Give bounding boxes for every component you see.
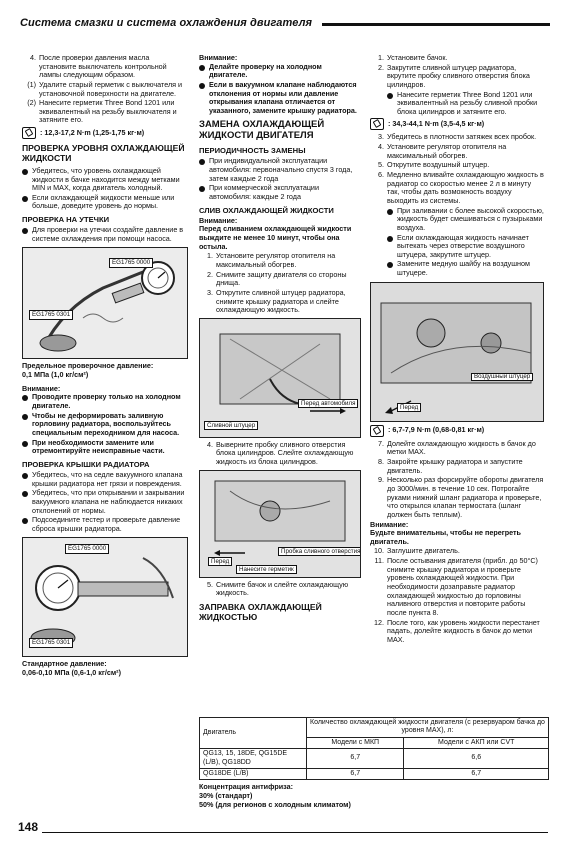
table-header-mt: Модели с МКП <box>307 737 404 748</box>
attention-label: Внимание: <box>22 383 61 393</box>
bullet-item: Подсоедините тестер и проверьте давление сброса крышки радиатора. <box>22 516 188 533</box>
bullet-item: При необходимости замените или отремонтируйте неисправные части. <box>22 439 188 456</box>
section-title-level: ПРОВЕРКА УРОВНЯ ОХЛАЖДАЮЩЕЙ ЖИДКОСТИ <box>22 143 185 163</box>
figure-pressure-tester <box>22 247 188 359</box>
step-item: 5. Снимите бачок и слейте охлаждающую жидкость. <box>207 579 349 598</box>
std-pressure-label: Стандартное давление: <box>22 659 107 669</box>
section-title-replace: ЗАМЕНА ОХЛАЖДАЮЩЕЙ ЖИДКОСТИ ДВИГАТЕЛЯ <box>199 119 325 142</box>
drain-warning: Перед сливанием охлаждающей жидкости выждите не менее 10 минут, чтобы она остыла. <box>199 224 352 251</box>
bullet-item: При коммерческой эксплуатации автомобиля: каждые 2 года <box>199 184 361 201</box>
figure-callout: Воздушный штуцер <box>471 373 533 381</box>
section-title-fill: ЗАПРАВКА ОХЛАЖДАЮЩЕЙ ЖИДКОСТЬЮ <box>199 602 322 622</box>
figure-block-drain <box>199 470 361 578</box>
step-item: 9. Несколько раз форсируйте обороты двигателя до 3000/мин. в течение 10 сек. Потрогайте руками нижний шланг радиатора и проверьте, что открылся клапан термостата (шланг должен быть теплым). <box>378 475 544 519</box>
step-item: 1. Установите бачок. <box>378 53 448 62</box>
table-header-at: Модели с АКП или CVT <box>404 737 549 748</box>
bullet-item: Убедитесь, что на седле вакуумного клапана крышки радиатора нет грязи и повреждения. <box>22 471 188 488</box>
step-item: 11. После остывания двигателя (прибл. до 50°С) снимите крышку радиатора и проверьте уровень охлаждающей жидкости. При необходимости дозаправьте радиатор охлаждающей жидкостью до горловины наливного отверстия и повторите работы после пункта 8. <box>374 556 538 617</box>
figure-cap-tester <box>22 537 188 657</box>
antifreeze-standard: 30% (стандарт) <box>199 790 253 800</box>
bullet-item: Если охлаждающей жидкости меньше или больше, доведите уровень до нормы. <box>22 194 188 211</box>
pressure-limit-label: Предельное проверочное давление: <box>22 361 154 371</box>
figure-code-label: EG1765 0000 <box>65 544 109 553</box>
bullet-item: При заливании с более высокой скоростью, жидкость будет смешиваться с пузырьками воздуха. <box>387 207 544 233</box>
torque-spec: : 6,7-7,9 N·m (0,68-0,81 кг·м) <box>370 425 544 437</box>
coolant-capacity-table <box>199 717 549 809</box>
bullet-item: Убедитесь, что уровень охлаждающей жидкости в бачке находится между метками MIN и MAX, когда двигатель холодный. <box>22 167 188 193</box>
table-row: QG18DE (L/B) 6,7 6,7 <box>200 768 549 779</box>
footer-rule <box>42 832 548 833</box>
figure-callout: Перед автомобиля <box>298 399 358 408</box>
step-item: 4. Выверните пробку сливного отверстия блока цилиндров. Слейте охлаждающую жидкость из блока цилиндров. <box>207 439 354 467</box>
antifreeze-title: Концентрация антифриза: <box>199 782 294 792</box>
pressure-limit-value: 0,1 МПа (1,0 кг/см²) <box>22 370 89 380</box>
figure-callout: Сливной штуцер <box>204 421 258 430</box>
page-header <box>20 17 550 35</box>
step-item: (2) Нанесите герметик Three Bond 1201 или эквивалентный на резьбу выключателя и затяните его. <box>27 98 177 125</box>
subsection-drain: СЛИВ ОХЛАЖДАЮЩЕЙ ЖИДКОСТИ <box>199 205 334 215</box>
figure-code-label: EG1765 0301 <box>29 638 73 647</box>
step-item: 3. Убедитесь в плотности затяжек всех пробок. <box>378 132 537 142</box>
antifreeze-cold: 50% (для регионов с холодным климатом) <box>199 799 351 809</box>
bullet-item: Замените медную шайбу на воздушном штуцере. <box>387 260 544 277</box>
step-item: 4. Установите регулятор отопителя на максимальный обогрев. <box>378 142 507 160</box>
torque-wrench-icon <box>370 425 384 437</box>
torque-spec: : 34,3-44,1 N·m (3,5-4,5 кг·м) <box>370 118 544 130</box>
bullet-item: Проводите проверку только на холодном двигателе. <box>22 393 188 410</box>
attention-label: Внимание: <box>199 215 238 225</box>
attention-text: Будьте внимательны, чтобы не перегреть двигатель. <box>370 528 521 546</box>
step-item: 5. Открутите воздушный штуцер. <box>378 160 490 170</box>
figure-code-label: EG1765 0000 <box>109 258 153 267</box>
step-item: (1) Удалите старый герметик с выключателя и установочной поверхности на двигателе. <box>27 79 183 98</box>
radiator-drain-illustration <box>200 319 361 437</box>
column-3 <box>370 54 544 645</box>
step-item: 7. Долейте охлаждающую жидкость в бачок до метки MAX. <box>378 438 536 457</box>
figure-callout: Пробка сливного отверстия <box>278 547 361 556</box>
air-bleed-illustration <box>371 283 544 421</box>
table-header-engine: Двигатель <box>200 718 307 749</box>
column-1 <box>22 54 188 678</box>
torque-spec: : 12,3-17,2 N·m (1,25-1,75 кг·м) <box>22 127 188 139</box>
step-item: 12. После того, как уровень жидкости перестанет падать, долейте жидкость в бачок до метки MAX. <box>374 617 540 644</box>
bullet-item: Если охлаждающая жидкость начинает вытекать через отверстие воздушного штуцера, закрутите штуцер. <box>387 234 544 260</box>
table-row: QG13, 15, 18DE, QG15DE (L/B), QG18DD 6,7 6,6 <box>200 749 549 769</box>
step-item: 10. Заглушите двигатель. <box>374 546 460 556</box>
attention-label: Внимание: <box>370 519 409 529</box>
step-item: 3. Открутите сливной штуцер радиатора, снимите крышку радиатора и слейте охлаждающую жидкость. <box>207 287 346 315</box>
bullet-item: Нанесите герметик Three Bond 1201 или эквивалентный на резьбу сливной пробки блока цилиндров и затяните его. <box>387 91 544 117</box>
figure-code-label: EG1765 0301 <box>29 310 73 319</box>
pressure-tester-illustration <box>23 248 188 358</box>
torque-wrench-icon <box>22 127 36 139</box>
figure-air-bleed <box>370 282 544 422</box>
page-number: 148 <box>18 820 39 834</box>
bullet-item: Чтобы не деформировать заливную горловину радиатора, воспользуйтесь специальным переходником для насоса. <box>22 412 188 438</box>
column-2 <box>199 54 361 626</box>
attention-label: Внимание: <box>199 53 238 62</box>
table-header-quantity: Количество охлаждающей жидкости двигателя (с резервуаром бачка до уровня MAX), л: <box>307 718 549 738</box>
bullet-item: При индивидуальной эксплуатации автомобиля: первоначально спустя 3 года, затем каждые 2 года <box>199 157 361 183</box>
torque-wrench-icon <box>370 118 384 130</box>
subsection-leak: ПРОВЕРКА НА УТЕЧКИ <box>22 215 110 225</box>
step-item: 4. После проверки давления масла установите выключатель контрольной лампы следующим образом. <box>30 53 167 80</box>
step-item: 1. Установите регулятор отопителя на максимальный обогрев. <box>207 251 336 269</box>
step-item: 6. Медленно вливайте охлаждающую жидкость в радиатор со скоростью менее 2 л в минуту так, чтобы дать возможность воздуху выходить из системы. <box>378 170 544 205</box>
step-item: 8. Закройте крышку радиатора и запустите двигатель. <box>378 457 523 475</box>
figure-callout: Перед <box>397 403 421 412</box>
bullet-item: Для проверки на утечки создайте давление в системе охлаждения при помощи насоса. <box>22 226 188 243</box>
chapter-title: Система смазки и система охлаждения двигателя <box>20 17 313 29</box>
subsection-cap: ПРОВЕРКА КРЫШКИ РАДИАТОРА <box>22 459 150 469</box>
figure-radiator-drain <box>199 318 361 438</box>
figure-callout: Перед <box>208 557 232 566</box>
header-rule <box>322 23 550 26</box>
std-pressure-value: 0,06-0,10 МПа (0,6-1,0 кг/см²) <box>22 668 121 678</box>
bullet-item: Убедитесь, что при открывании и закрывании вакуумного клапана не наблюдается никаких отклонений от нормы. <box>22 489 188 515</box>
figure-callout: Нанесите герметик <box>236 565 297 574</box>
step-item: 2. Снимите защиту двигателя со стороны днища. <box>207 269 347 288</box>
bullet-item: Делайте проверку на холодном двигателе. <box>199 63 361 80</box>
step-item: 2. Закрутите сливной штуцер радиатора, вкрутите пробку сливного отверстия блока цилиндров. <box>378 62 530 89</box>
bullet-item: Если в вакуумном клапане наблюдаются отклонения от нормы или давление открывания клапана отличается от указанного, замените крышку радиатора. <box>199 81 361 116</box>
subsection-period: ПЕРИОДИЧНОСТЬ ЗАМЕНЫ <box>199 146 306 156</box>
